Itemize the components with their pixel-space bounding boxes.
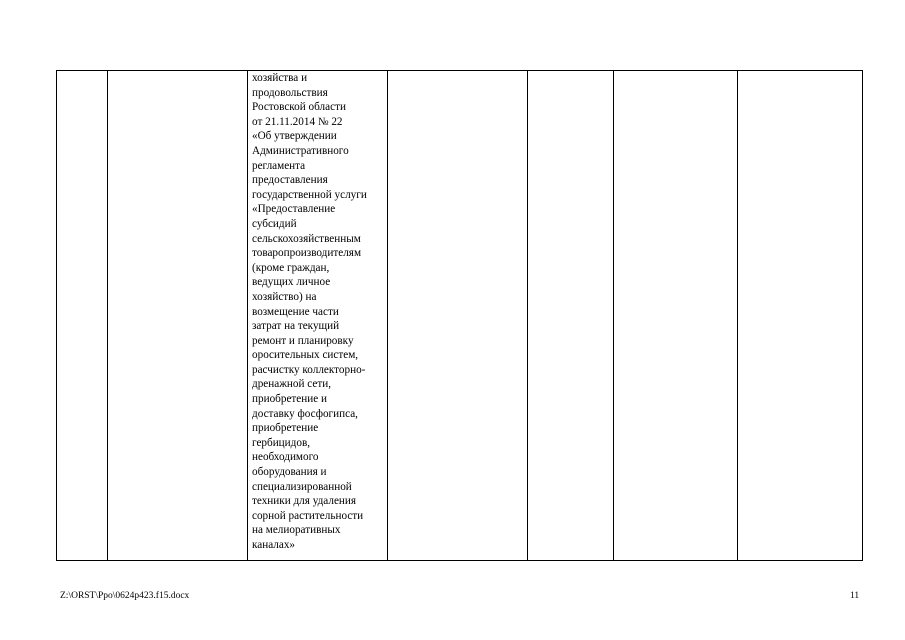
footer-file-path: Z:\ORST\Ppo\0624p423.f15.docx: [60, 591, 190, 601]
text-line: техники для удаления: [252, 495, 357, 508]
text-line: гербицидов,: [252, 436, 311, 449]
text-line: Административного: [252, 144, 349, 157]
text-line: каналах»: [252, 539, 296, 551]
text-line: «Предоставление: [252, 203, 336, 216]
table-cell-7: [738, 71, 863, 561]
text-line: ремонт и планировку: [252, 334, 354, 347]
text-line: возмещение части: [252, 305, 339, 318]
text-line: дренажной сети,: [252, 378, 332, 391]
text-line: хозяйства и: [252, 72, 308, 84]
text-line: продовольствия: [252, 86, 328, 99]
text-line: субсидий: [252, 217, 297, 230]
text-line: предоставления: [252, 174, 328, 187]
table-cell-3: [248, 71, 388, 561]
text-line: затрат на текущий: [252, 320, 340, 333]
text-line: необходимого: [252, 451, 319, 464]
table-cell-1: [57, 71, 108, 561]
text-line: товаропроизводителям: [252, 247, 362, 260]
text-line: оборудования и: [252, 466, 327, 479]
text-line: регламента: [252, 159, 306, 172]
table-cell-4: [388, 71, 528, 561]
text-line: расчистку коллекторно-: [252, 363, 366, 376]
text-line: «Об утверждении: [252, 130, 337, 143]
text-line: сорной растительности: [252, 509, 364, 522]
text-line: приобретение и: [252, 393, 327, 406]
text-line: от 21.11.2014 № 22: [252, 115, 343, 128]
table-cell-2: [108, 71, 248, 561]
text-line: (кроме граждан,: [252, 261, 330, 274]
text-line: специализированной: [252, 480, 352, 493]
text-line: Ростовской области: [252, 101, 346, 114]
text-line: сельскохозяйственным: [252, 232, 361, 245]
document-table: [56, 70, 863, 561]
text-line: оросительных систем,: [252, 349, 359, 362]
text-line: на мелиоративных: [252, 524, 341, 537]
table-cell-6: [614, 71, 738, 561]
text-line: государственной услуги: [252, 188, 367, 201]
text-line: приобретение: [252, 422, 319, 435]
text-line: хозяйство) на: [252, 290, 317, 303]
table-cell-5: [528, 71, 614, 561]
table-row: [57, 71, 863, 561]
text-line: доставку фосфогипса,: [252, 407, 358, 420]
footer-page-number: 11: [850, 591, 860, 601]
text-line: ведущих личное: [252, 276, 331, 289]
legal-reference-text: [248, 71, 387, 553]
